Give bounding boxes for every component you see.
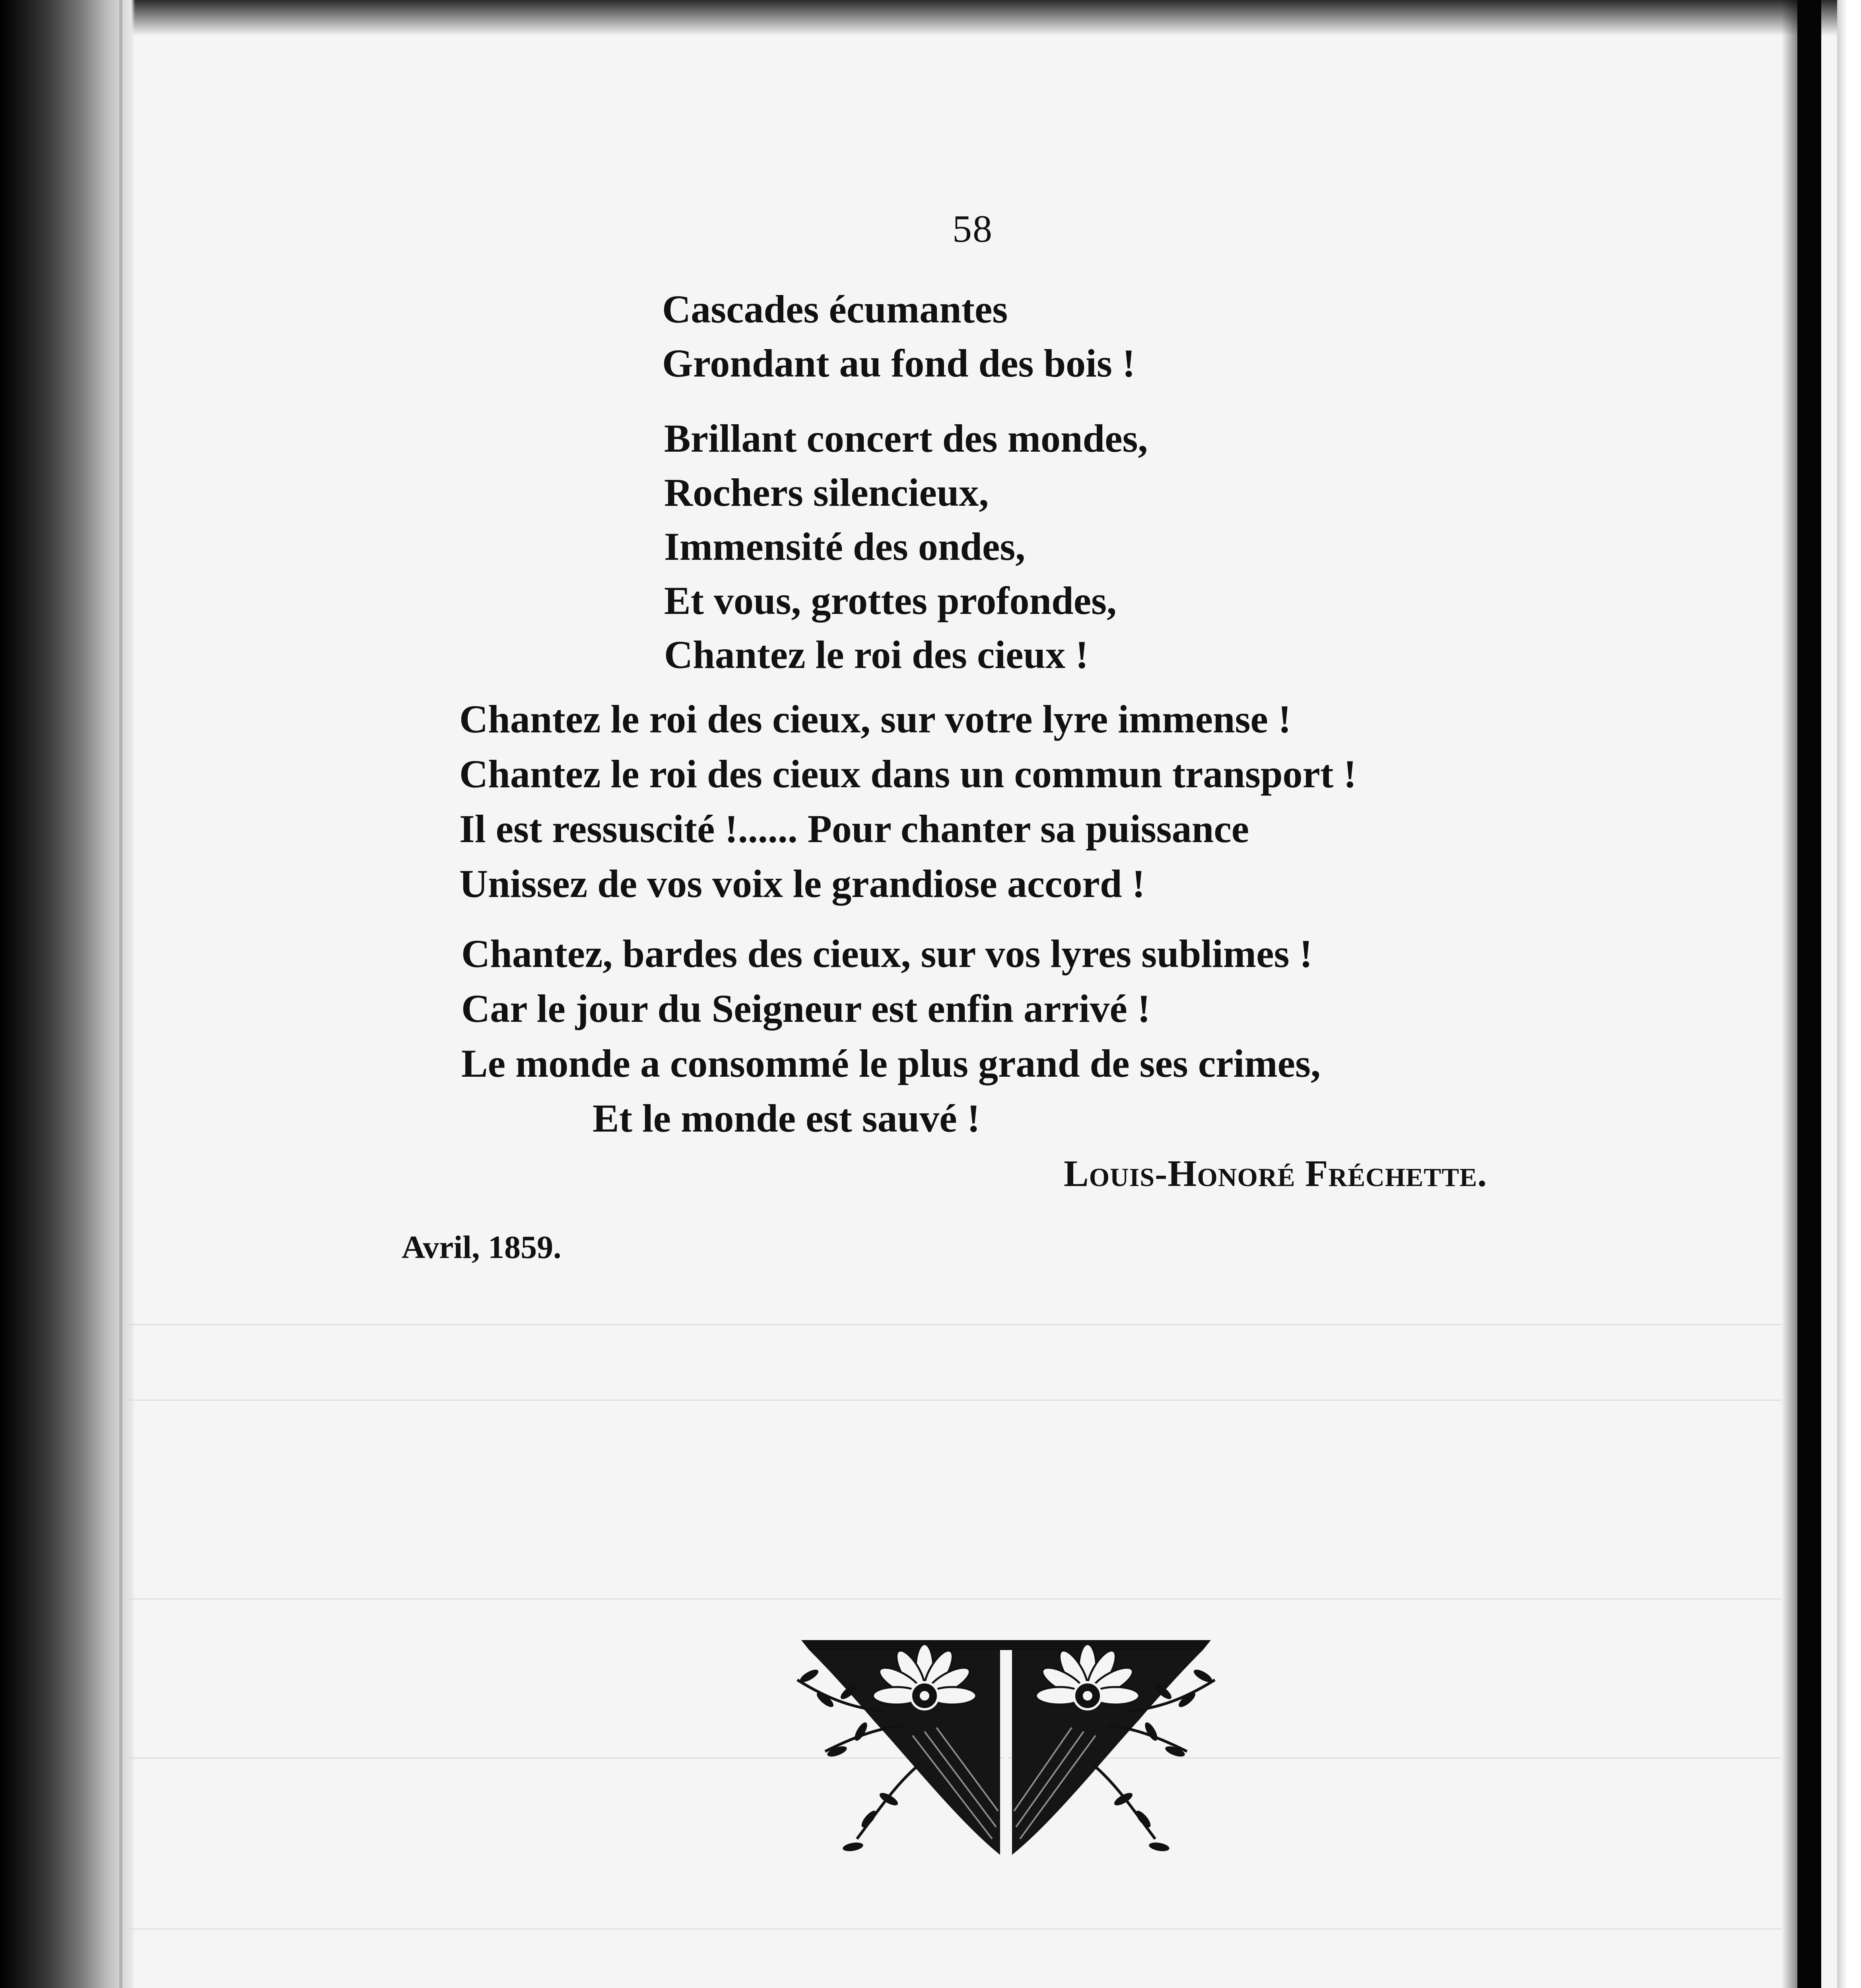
verse-line: Grondant au fond des bois ! (662, 341, 1136, 385)
verse-line: Il est ressuscité !...... Pour chanter sa puissance (459, 807, 1249, 851)
verse-line: Le monde a consommé le plus grand de ses crimes, (461, 1041, 1321, 1085)
scan-streak (127, 1400, 1781, 1401)
stanza (459, 692, 1357, 911)
floral-cul-de-lampe-icon (793, 1632, 1219, 1859)
page-edge-right (1837, 0, 1861, 1988)
verse-line: Chantez le roi des cieux dans un commun transport ! (459, 752, 1357, 796)
verse-line: Et vous, grottes profondes, (664, 579, 1117, 623)
stanza (664, 412, 1148, 682)
binding-line-left (119, 0, 122, 1988)
top-shadow (0, 0, 1861, 36)
binding-bar-right (1797, 0, 1821, 1988)
verse-line: Car le jour du Seigneur est enfin arrivé ! (461, 986, 1151, 1031)
binding-fade-right (1781, 0, 1797, 1988)
scan-streak (127, 1598, 1781, 1600)
verse-line: Chantez le roi des cieux ! (664, 633, 1089, 677)
verse-line: Brillant concert des mondes, (664, 416, 1148, 460)
page-number: 58 (952, 208, 993, 250)
stanza (461, 926, 1321, 1146)
verse-line: Rochers silencieux, (664, 470, 989, 514)
verse-line: Chantez le roi des cieux, sur votre lyre immense ! (459, 697, 1292, 741)
verse-line: Et le monde est sauvé ! (592, 1096, 980, 1140)
verse-line: Unissez de vos voix le grandiose accord ! (459, 862, 1145, 906)
author-signature: Louis-Honoré Fréchette. (1064, 1153, 1487, 1194)
stanza (662, 282, 1135, 390)
verse-line: Cascades écumantes (662, 287, 1008, 331)
verse-line: Immensité des ondes, (664, 524, 1026, 569)
poem-date: Avril, 1859. (402, 1229, 561, 1265)
verse-line: Chantez, bardes des cieux, sur vos lyres sublimes ! (461, 932, 1313, 976)
scan-streak (127, 1324, 1781, 1325)
scan-streak (127, 1928, 1781, 1930)
binding-shadow-left (0, 0, 135, 1988)
